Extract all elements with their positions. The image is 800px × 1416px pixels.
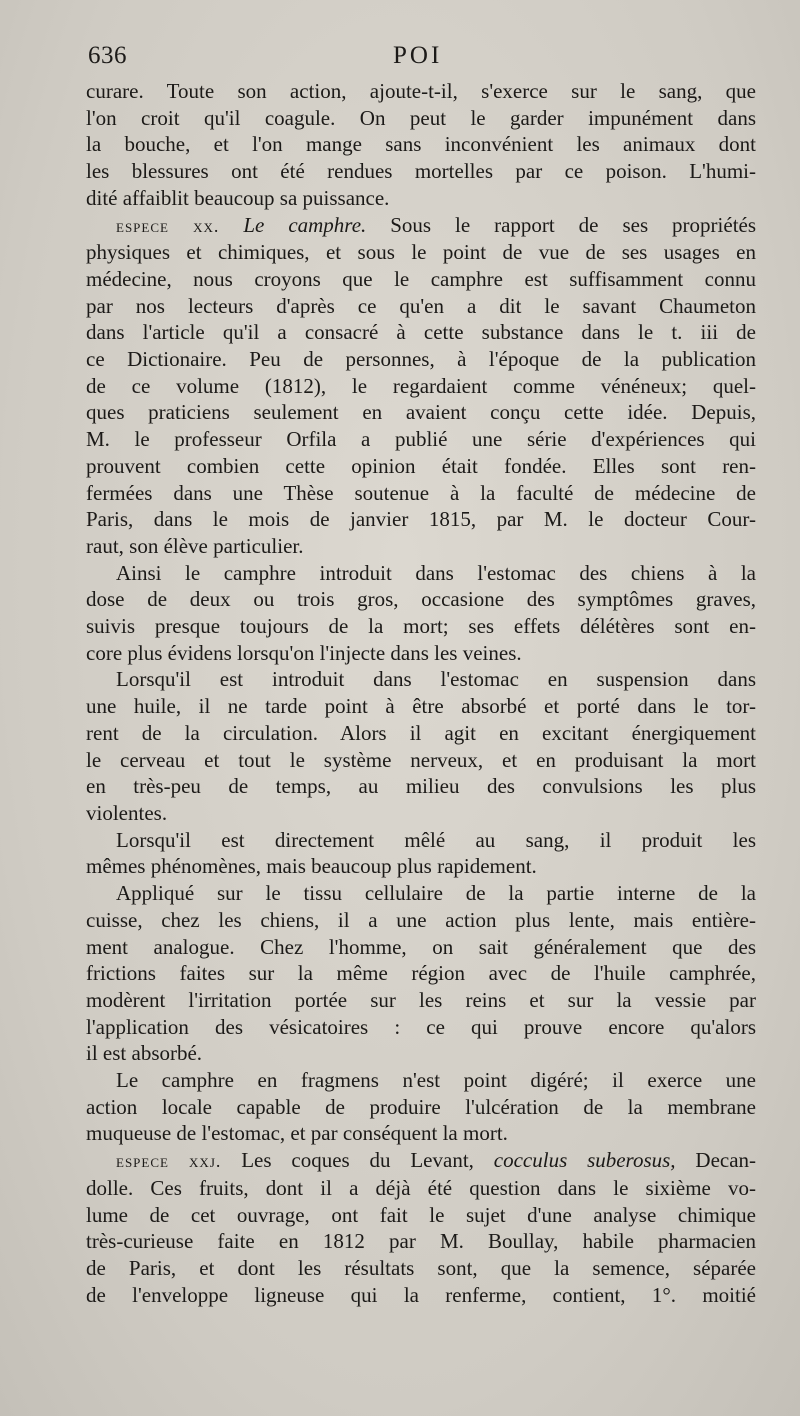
page-header — [88, 42, 760, 78]
text-line: de Paris, et dont les résultats sont, que la semence, séparée — [86, 1255, 756, 1280]
page-number: 636 — [88, 42, 127, 69]
text-line: raut, son élève particulier. — [86, 533, 304, 558]
text-line: muqueuse de l'estomac, et par conséquent la mort. — [86, 1121, 508, 1146]
text-fragment: Sous le rapport de ses propriétés — [390, 212, 757, 237]
text-line: dose de deux ou trois gros, occasione des symptômes graves, — [86, 587, 756, 612]
text-line: Ainsi le camphre introduit dans l'estomac des chiens à la — [116, 560, 756, 585]
text-line: M. le professeur Orfila a publié une série d'expériences qui — [86, 427, 756, 452]
text-line: médecine, nous croyons que le camphre est suffisamment connu — [86, 266, 756, 291]
text-line: frictions faites sur la même région avec de l'huile camphrée, — [86, 961, 756, 986]
text-line: Lorsqu'il est directement mêlé au sang, il produit les — [116, 827, 756, 852]
paragraph-8 — [86, 1147, 756, 1308]
text-line: Paris, dans le mois de janvier 1815, par M. le docteur Cour- — [86, 507, 756, 532]
text-line: curare. Toute son action, ajoute-t-il, s'exerce sur le sang, que — [86, 79, 756, 103]
text-line: ment analogue. Chez l'homme, on sait généralement que des — [86, 934, 756, 959]
text-line: violentes. — [86, 800, 168, 825]
text-line: l'application des vésicatoires : ce qui prouve encore qu'alors — [86, 1014, 756, 1039]
species-label: espece xxj. — [116, 1151, 222, 1172]
paragraph-2 — [86, 212, 756, 560]
text-line: de ce volume (1812), le regardaient comme vénéneux; quel- — [86, 373, 756, 398]
text-line: Lorsqu'il est introduit dans l'estomac en suspension dans — [116, 667, 756, 692]
text-line: action locale capable de produire l'ulcération de la membrane — [86, 1094, 756, 1119]
paragraph-1 — [86, 78, 756, 212]
text-line: Le camphre en fragmens n'est point digéré; il exerce une — [116, 1068, 756, 1093]
text-line: cuisse, chez les chiens, il a une action plus lente, mais entière- — [86, 907, 756, 932]
text-line: ce Dictionaire. Peu de personnes, à l'époque de la publication — [86, 347, 756, 372]
text-line: suivis presque toujours de la mort; ses effets délétères sont en- — [86, 614, 756, 639]
latin-name: cocculus suberosus, — [493, 1148, 676, 1173]
paragraph-5 — [86, 827, 756, 880]
text-line: lume de cet ouvrage, ont fait le sujet d'une analyse chimique — [86, 1202, 756, 1227]
text-line: il est absorbé. — [86, 1041, 203, 1066]
text-line: la bouche, et l'on mange sans inconvénient les animaux dont — [86, 132, 756, 157]
paragraph-3 — [86, 560, 756, 667]
text-line: en très-peu de temps, au milieu des convulsions les plus — [86, 774, 756, 799]
species-label: espece xx. — [116, 215, 220, 236]
paragraph-7 — [86, 1067, 756, 1147]
running-head: POI — [393, 42, 443, 69]
paragraph-4 — [86, 666, 756, 826]
text-line: le cerveau et tout le système nerveux, et en produisant la mort — [86, 747, 756, 772]
text-line — [86, 212, 756, 240]
text-line: une huile, il ne tarde point à être absorbé et porté dans le tor- — [86, 694, 756, 719]
text-line: ques praticiens seulement en avaient conçu cette idée. Depuis, — [86, 400, 756, 425]
text-line: très-curieuse faite en 1812 par M. Boullay, habile pharmacien — [86, 1229, 756, 1254]
text-line: modèrent l'irritation portée sur les reins et sur la vessie par — [86, 987, 756, 1012]
text-line: dolle. Ces fruits, dont il a déjà été question dans le sixième vo- — [86, 1175, 756, 1200]
paragraph-6 — [86, 880, 756, 1067]
text-line: prouvent combien cette opinion était fondée. Elles sont ren- — [86, 453, 756, 478]
text-line: core plus évidens lorsqu'on l'injecte dans les veines. — [86, 640, 522, 665]
text-line: mêmes phénomènes, mais beaucoup plus rapidement. — [86, 854, 537, 879]
text-line: fermées dans une Thèse soutenue à la faculté de médecine de — [86, 480, 756, 505]
species-title: Le camphre. — [243, 212, 367, 237]
text-fragment: Decan- — [695, 1148, 757, 1173]
text-line — [86, 1147, 756, 1175]
text-line: Appliqué sur le tissu cellulaire de la partie interne de la — [116, 881, 756, 906]
text-line: physiques et chimiques, et sous le point de vue de ses usages en — [86, 240, 756, 265]
text-line: dité affaiblit beaucoup sa puissance. — [86, 185, 390, 210]
text-line: par nos lecteurs d'après ce qu'en a dit le savant Chaumeton — [86, 293, 756, 318]
text-line: dans l'article qu'il a consacré à cette substance dans le t. iii de — [86, 320, 756, 345]
text-line: les blessures ont été rendues mortelles par ce poison. L'humi- — [86, 159, 756, 184]
text-line: l'on croit qu'il coagule. On peut le garder impunément dans — [86, 105, 756, 130]
text-fragment: Les coques du Levant, — [241, 1148, 474, 1173]
text-line: de l'enveloppe ligneuse qui la renferme, contient, 1°. moitié — [86, 1282, 756, 1307]
text-line: rent de la circulation. Alors il agit en excitant énergiquement — [86, 720, 756, 745]
body-text — [86, 78, 756, 1308]
